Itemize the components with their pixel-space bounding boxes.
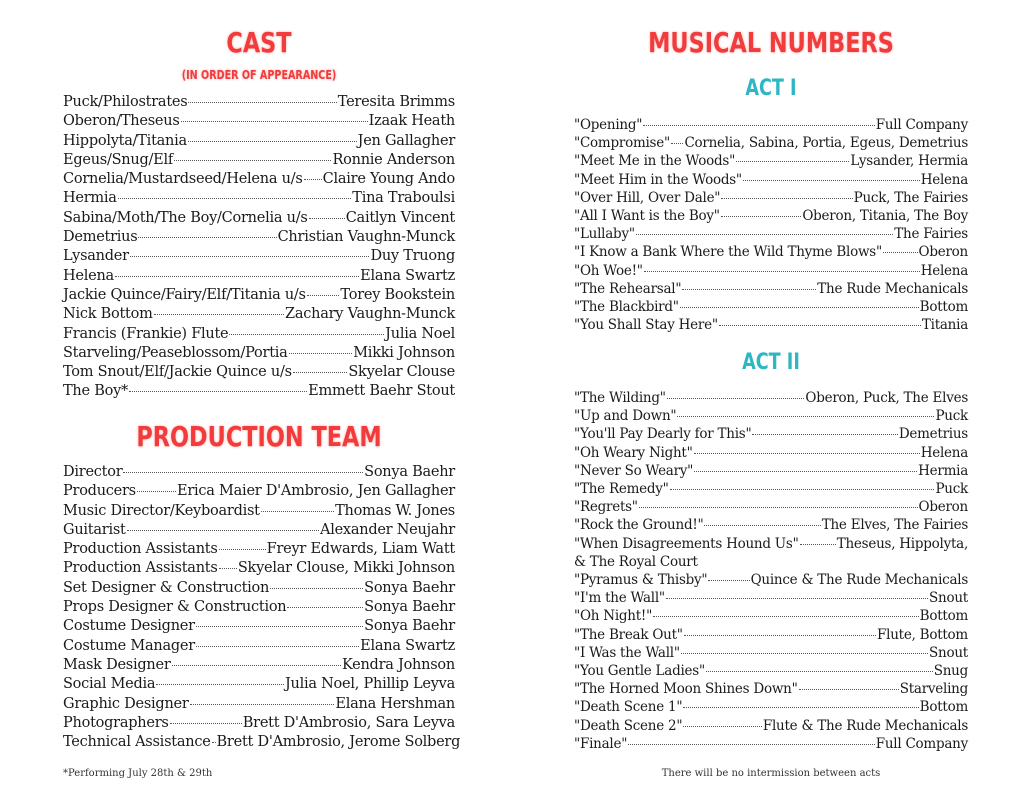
song-title: "Death Scene 2" [574, 717, 683, 734]
list-item [574, 389, 968, 407]
role-label: Mask Designer [63, 656, 171, 673]
person-name: Torey Bookstein [340, 286, 455, 303]
performers: The Fairies [894, 226, 968, 243]
list-item [63, 656, 455, 675]
list-item [63, 540, 455, 559]
performers: Oberon [918, 244, 968, 261]
list-item [63, 617, 455, 636]
dot-leader [643, 125, 875, 126]
performers: Quince & The Rude Mechanicals [750, 572, 968, 589]
list-item [574, 407, 968, 425]
song-title: "You'll Pay Dearly for This" [574, 426, 752, 443]
list-item [63, 482, 455, 501]
performers: Theseus, Hippolyta, [836, 535, 968, 552]
song-title: "The Horned Moon Shines Down" [574, 681, 798, 698]
dot-leader [174, 160, 331, 161]
list-item [63, 382, 455, 401]
role-label: The Boy* [63, 383, 129, 400]
role-label: Cornelia/Mustardseed/Helena u/s [63, 171, 303, 188]
musical-numbers-heading: MUSICAL NUMBERS [648, 26, 894, 59]
list-item [63, 305, 455, 324]
song-title: "The Break Out" [574, 626, 683, 643]
list-item [574, 717, 968, 735]
dot-leader [123, 472, 363, 473]
song-title: "Regrets" [574, 499, 638, 516]
dot-leader [653, 616, 919, 617]
role-label: Helena [63, 267, 114, 284]
list-item [63, 714, 455, 733]
list-item [63, 151, 455, 170]
list-item [63, 559, 455, 578]
dot-leader [181, 121, 368, 122]
person-name: Julia Noel, Phillip Leyva [284, 676, 455, 693]
song-title: "Compromise" [574, 135, 670, 152]
dot-leader [694, 453, 920, 454]
dot-leader [681, 653, 928, 654]
song-title: "I Was the Wall" [574, 644, 680, 661]
act-2-song-list [574, 389, 968, 753]
role-label: Hermia [63, 190, 117, 207]
person-name: Skyelar Clouse, Mikki Johnson [237, 560, 455, 577]
role-label: Props Designer & Construction [63, 599, 287, 616]
person-name: Emmett Baehr Stout [308, 383, 455, 400]
list-item [574, 698, 968, 716]
person-name: Freyr Edwards, Liam Watt [266, 541, 455, 558]
dot-leader [156, 684, 284, 685]
dot-leader [129, 391, 307, 392]
dot-leader [694, 471, 917, 472]
list-item [574, 134, 968, 152]
performers: Bottom [919, 699, 968, 716]
list-item [63, 228, 455, 247]
song-title: "Oh Woe!" [574, 262, 643, 279]
performers: Oberon, Puck, The Elves [805, 390, 968, 406]
dot-leader [628, 744, 875, 745]
dot-leader [196, 626, 363, 627]
list-item [574, 298, 968, 316]
dot-leader [118, 198, 352, 199]
person-name: Brett D'Ambrosio, Jerome Solberg [216, 734, 461, 751]
person-name: Ronnie Anderson [332, 151, 455, 168]
song-title: "Opening" [574, 117, 643, 133]
dot-leader [190, 704, 335, 705]
performers: Bottom [919, 299, 968, 316]
role-label: Director [63, 464, 123, 480]
performers: Helena [920, 444, 968, 461]
performers: The Elves, The Fairies [821, 517, 968, 534]
dot-leader [721, 198, 852, 199]
person-name: Jen Gallagher [357, 132, 455, 149]
dot-leader [683, 707, 918, 708]
role-label: Photographers [63, 714, 169, 731]
song-title: "You Gentle Ladies" [574, 663, 705, 680]
dot-leader [721, 216, 802, 217]
dot-leader [154, 314, 284, 315]
role-label: Costume Designer [63, 618, 195, 635]
dot-leader [706, 671, 933, 672]
dot-leader [212, 742, 216, 743]
dot-leader [293, 372, 348, 373]
list-item [63, 209, 455, 228]
list-item [574, 207, 968, 225]
list-item [63, 267, 455, 286]
performers: Lysander, Hermia [850, 153, 968, 170]
role-label: Guitarist [63, 521, 126, 538]
song-title: "Finale" [574, 735, 628, 752]
list-item [63, 695, 455, 714]
song-title: "Death Scene 1" [574, 699, 683, 716]
dot-leader [667, 398, 805, 399]
role-label: Production Assistants [63, 541, 218, 558]
song-title: "The Blackbird" [574, 299, 679, 316]
person-name: Julia Noel [385, 325, 455, 342]
person-name: Kendra Johnson [341, 656, 455, 673]
list-item [63, 675, 455, 694]
dot-leader [115, 276, 359, 277]
song-title: "Rock the Ground!" [574, 517, 704, 534]
dot-leader [752, 434, 897, 435]
person-name: Claire Young Ando [322, 171, 455, 188]
list-item [574, 425, 968, 443]
song-title: "Over Hill, Over Dale" [574, 189, 721, 206]
list-item [574, 171, 968, 189]
performers: Puck [935, 481, 968, 498]
list-item [63, 463, 455, 482]
list-item [574, 662, 968, 680]
dot-leader [127, 530, 319, 531]
list-item [63, 286, 455, 305]
list-item [63, 247, 455, 266]
song-title: "The Wilding" [574, 390, 666, 406]
person-name: Alexander Neujahr [319, 521, 455, 538]
dot-leader [671, 143, 684, 144]
performers: The Rude Mechanicals [817, 280, 968, 297]
role-label: Starveling/Peaseblossom/Portia [63, 344, 288, 361]
person-name: Christian Vaughn-Munck [277, 229, 455, 246]
dot-leader [736, 161, 849, 162]
list-item [574, 189, 968, 207]
person-name: Sonya Baehr [364, 599, 455, 616]
list-item [574, 535, 968, 553]
dot-leader [188, 141, 357, 142]
list-item [574, 498, 968, 516]
performers: Oberon [918, 499, 968, 516]
dot-leader [137, 491, 176, 492]
person-name: Skyelar Clouse [348, 364, 455, 381]
person-name: Elana Hershman [335, 695, 455, 712]
performers: Cornelia, Sabina, Portia, Egeus, Demetrius [684, 135, 968, 152]
performers: Full Company [875, 117, 968, 133]
list-item [63, 325, 455, 344]
role-label: Demetrius [63, 229, 138, 246]
performers: Snug [933, 663, 968, 680]
dot-leader [196, 646, 359, 647]
dot-leader [680, 307, 919, 308]
list-item [574, 626, 968, 644]
list-item [574, 280, 968, 298]
list-item [574, 225, 968, 243]
list-item [574, 735, 968, 753]
dot-leader [684, 635, 876, 636]
dot-leader [261, 511, 334, 512]
dot-leader [682, 289, 816, 290]
person-name: Teresita Brimms [337, 94, 455, 110]
production-team-list [63, 463, 461, 752]
role-label: Francis (Frankie) Flute [63, 325, 229, 342]
list-item [63, 112, 455, 131]
role-label: Nick Bottom [63, 306, 153, 323]
dot-leader [138, 237, 276, 238]
cast-list [63, 93, 455, 402]
performers: Oberon, Titania, The Boy [802, 208, 968, 225]
person-name: Elana Swartz [360, 267, 455, 284]
role-label: Oberon/Theseus [63, 113, 180, 130]
song-title: "The Rehearsal" [574, 280, 682, 297]
song-title: "Meet Me in the Woods" [574, 153, 736, 170]
performers: Titania [921, 317, 968, 334]
act-1-heading: ACT I [745, 76, 797, 101]
list-item [63, 637, 455, 656]
list-item [63, 502, 455, 521]
dot-leader [636, 234, 893, 235]
list-item [63, 93, 455, 112]
list-item [574, 444, 968, 462]
person-name: Duy Truong [370, 248, 455, 265]
performers: Hermia [918, 462, 968, 479]
person-name: Erica Maier D'Ambrosio, Jen Gallagher [177, 483, 455, 500]
list-item [574, 516, 968, 534]
dot-leader [130, 256, 370, 257]
role-label: Producers [63, 483, 136, 500]
dot-leader [743, 180, 920, 181]
list-item [63, 363, 455, 382]
role-label: Hippolyta/Titania [63, 132, 187, 149]
dot-leader [270, 588, 363, 589]
list-item [574, 116, 968, 134]
person-name: Thomas W. Jones [335, 502, 455, 519]
song-title: "When Disagreements Hound Us" [574, 535, 799, 552]
dot-leader [683, 726, 762, 727]
song-title: "Lullaby" [574, 226, 635, 243]
role-label: Tom Snout/Elf/Jackie Quince u/s [63, 364, 292, 381]
person-name: Izaak Heath [368, 113, 455, 130]
role-label: Jackie Quince/Fairy/Elf/Titania u/s [63, 286, 306, 303]
role-label: Puck/Philostrates [63, 94, 188, 110]
list-item [574, 644, 968, 662]
performers: Snout [929, 644, 968, 661]
list-item [574, 480, 968, 498]
dot-leader [677, 416, 934, 417]
list-item [574, 589, 968, 607]
person-name: Sonya Baehr [364, 579, 455, 596]
dot-leader [639, 507, 918, 508]
person-name: Zachary Vaughn-Munck [285, 306, 455, 323]
song-title: "I Know a Bank Where the Wild Thyme Blows" [574, 244, 882, 261]
list-item [63, 521, 455, 540]
performers: Flute & The Rude Mechanicals [762, 717, 968, 734]
list-item [63, 733, 461, 752]
act-2-heading: ACT II [742, 350, 800, 375]
role-label: Technical Assistance [63, 734, 211, 751]
list-item [574, 262, 968, 280]
dot-leader [170, 723, 242, 724]
dot-leader [229, 334, 384, 335]
dot-leader [719, 325, 921, 326]
person-name: Sonya Baehr [364, 464, 455, 480]
dot-leader [800, 544, 836, 545]
dot-leader [304, 179, 322, 180]
performers: Puck [935, 408, 968, 425]
person-name: Mikki Johnson [353, 344, 455, 361]
performers: Bottom [919, 608, 968, 625]
role-label: Set Designer & Construction [63, 579, 270, 596]
performers: Puck, The Fairies [853, 189, 968, 206]
dot-leader [188, 102, 336, 103]
intermission-note: There will be no intermission between acts [661, 768, 881, 779]
role-label: Sabina/Moth/The Boy/Cornelia u/s [63, 209, 308, 226]
list-item [574, 462, 968, 480]
performers: Demetrius [898, 426, 968, 443]
cast-heading: CAST [226, 26, 292, 59]
list-item [574, 571, 968, 589]
song-title: "Up and Down" [574, 408, 677, 425]
performers: Helena [920, 171, 968, 188]
person-name: Sonya Baehr [364, 618, 455, 635]
role-label: Egeus/Snug/Elf [63, 151, 173, 168]
dot-leader [670, 489, 935, 490]
song-title: "Oh Night!" [574, 608, 653, 625]
list-item [574, 316, 968, 334]
performers: Flute, Bottom [877, 626, 968, 643]
song-title: "Pyramus & Thisby" [574, 572, 708, 589]
performers: Full Company [875, 735, 968, 752]
dot-leader [309, 218, 345, 219]
production-team-heading: PRODUCTION TEAM [136, 420, 382, 453]
role-label: Costume Manager [63, 637, 195, 654]
dot-leader [704, 525, 820, 526]
song-title: "You Shall Stay Here" [574, 317, 718, 334]
performers: Helena [920, 262, 968, 279]
list-item [574, 680, 968, 698]
cast-subheading: (IN ORDER OF APPEARANCE) [181, 68, 337, 82]
dot-leader [287, 607, 363, 608]
performers: Starveling [899, 681, 968, 698]
dot-leader [799, 689, 899, 690]
performers-continuation: & The Royal Court [574, 553, 698, 570]
dot-leader [883, 252, 918, 253]
role-label: Lysander [63, 248, 129, 265]
list-item [574, 243, 968, 261]
dot-leader [666, 598, 928, 599]
song-title: "Meet Him in the Woods" [574, 171, 742, 188]
dot-leader [172, 665, 341, 666]
dot-leader [219, 568, 237, 569]
list-item [63, 344, 455, 363]
person-name: Tina Traboulsi [352, 190, 455, 207]
dot-leader [307, 295, 340, 296]
role-label: Music Director/Keyboardist [63, 502, 260, 519]
role-label: Graphic Designer [63, 695, 189, 712]
list-item [63, 598, 455, 617]
song-title: "The Remedy" [574, 481, 669, 498]
list-item [63, 132, 455, 151]
person-name: Caitlyn Vincent [345, 209, 455, 226]
list-item [63, 189, 455, 208]
list-item [574, 607, 968, 625]
act-1-song-list [574, 116, 968, 334]
person-name: Brett D'Ambrosio, Sara Leyva [242, 714, 455, 731]
list-item [574, 152, 968, 170]
dot-leader [708, 580, 749, 581]
dot-leader [219, 549, 266, 550]
song-title: "All I Want is the Boy" [574, 208, 720, 225]
performance-footnote: *Performing July 28th & 29th [63, 768, 213, 779]
song-title: "I'm the Wall" [574, 590, 665, 607]
role-label: Social Media [63, 676, 156, 693]
dot-leader [289, 353, 353, 354]
song-title: "Never So Weary" [574, 462, 694, 479]
role-label: Production Assistants [63, 560, 218, 577]
dot-leader [644, 271, 920, 272]
list-item [63, 170, 455, 189]
person-name: Elana Swartz [360, 637, 455, 654]
song-title: "Oh Weary Night" [574, 444, 693, 461]
performers: Snout [929, 590, 968, 607]
list-item [63, 579, 455, 598]
